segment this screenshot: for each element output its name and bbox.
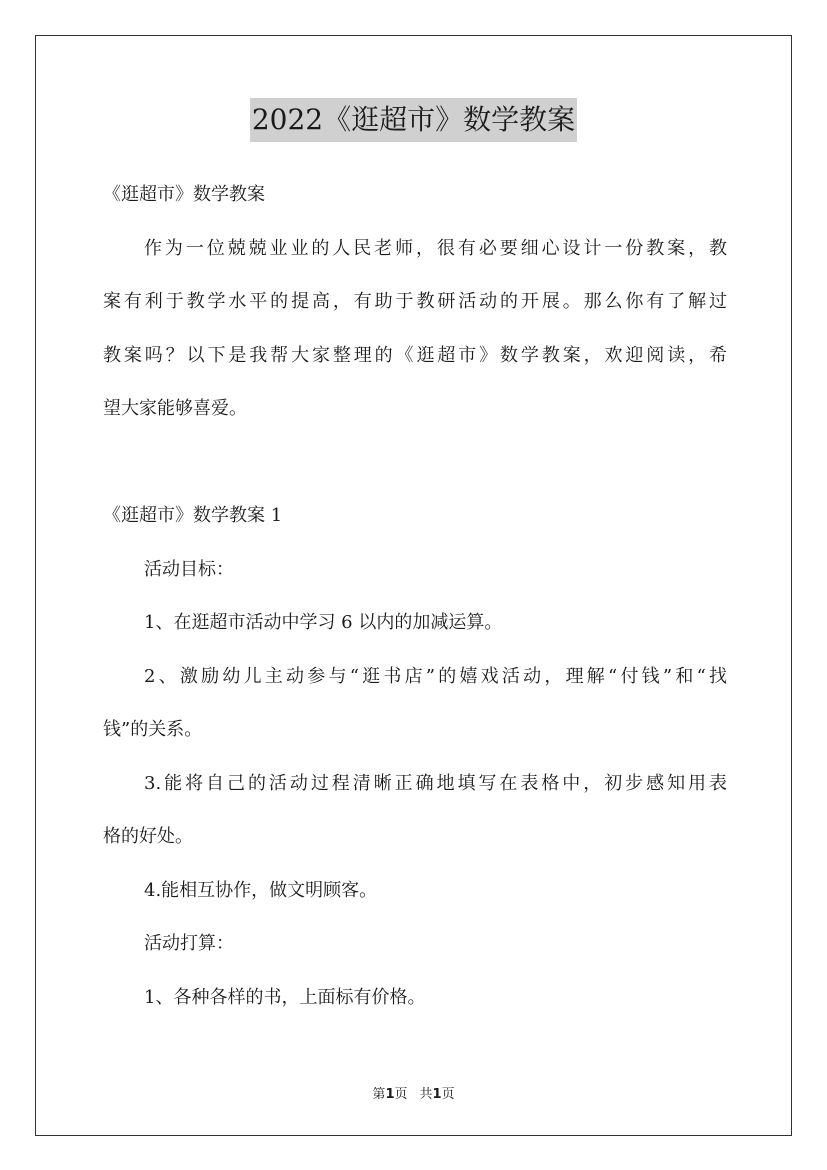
- page-number: 1: [385, 1087, 395, 1102]
- prep-1: 1、各种各样的书，上面标有价格。: [144, 986, 426, 1008]
- prep-heading: 活动打算：: [144, 933, 234, 954]
- document-title: 2022《逛超市》数学教案: [250, 98, 577, 142]
- total-label-suffix: 页: [441, 1087, 455, 1102]
- page-label-prefix: 第: [372, 1087, 386, 1102]
- document-body: [103, 168, 727, 1024]
- goal-2-line-1: 2、激励幼儿主动参与“逛书店”的嬉戏活动，理解“付钱”和“找: [144, 665, 727, 687]
- subtitle: 《逛超市》数学教案: [103, 184, 265, 205]
- intro-line-4: 望大家能够喜爱。: [103, 398, 247, 419]
- blank-line: [103, 436, 727, 490]
- total-pages: 1: [432, 1087, 442, 1102]
- goal-2-line-2: 钱”的关系。: [103, 719, 203, 740]
- goal-1: 1、在逛超市活动中学习 6 以内的加减运算。: [144, 612, 503, 633]
- goal-4: 4.能相互协作，做文明顾客。: [144, 879, 378, 901]
- page-footer: [0, 1083, 827, 1102]
- intro-line-3: 教案吗？以下是我帮大家整理的《逛超市》数学教案，欢迎阅读，希: [103, 344, 727, 366]
- goal-3-line-1: 3.能将自己的活动过程清晰正确地填写在表格中，初步感知用表: [144, 772, 727, 794]
- total-label-prefix: 共: [419, 1087, 433, 1102]
- intro-line-2: 案有利于教学水平的提高，有助于教研活动的开展。那么你有了解过: [103, 291, 727, 312]
- goal-3-line-2: 格的好处。: [103, 826, 193, 847]
- page-label-suffix: 页: [394, 1087, 408, 1102]
- title-container: [0, 98, 827, 142]
- goals-heading: 活动目标：: [144, 558, 234, 580]
- intro-line-1: 作为一位兢兢业业的人民老师，很有必要细心设计一份教案，教: [144, 237, 727, 259]
- section-heading: 《逛超市》数学教案 1: [103, 505, 283, 526]
